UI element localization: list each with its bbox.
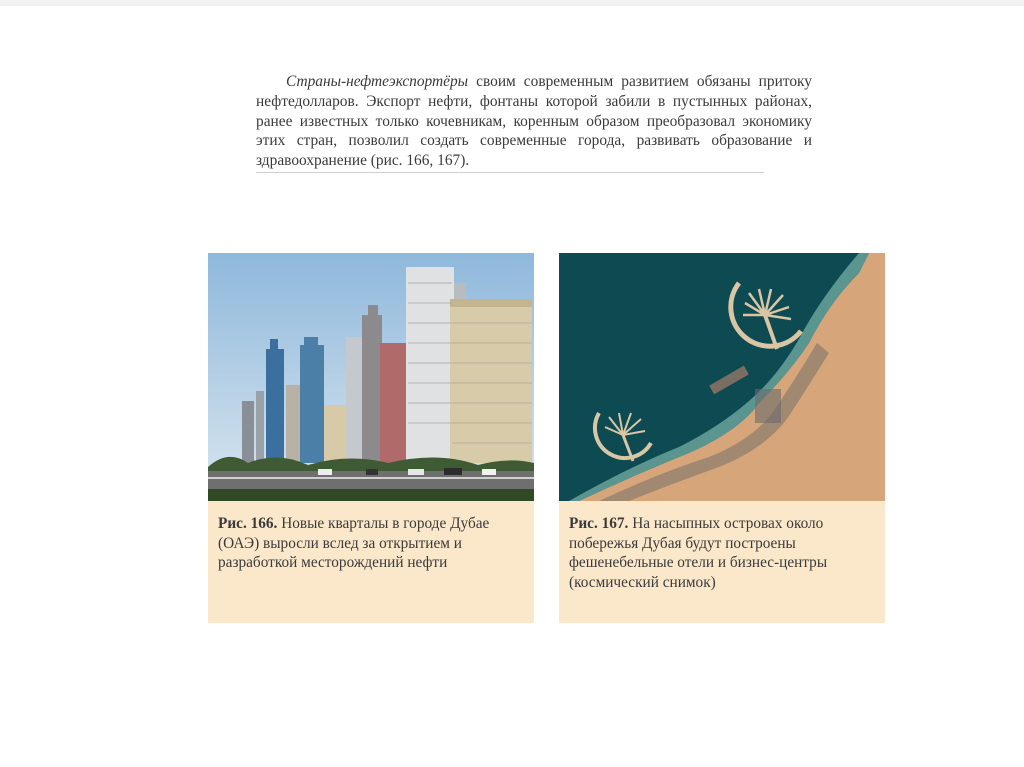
highlighted-term: Страны-нефтеэкспортёры xyxy=(286,73,469,90)
slide-top-edge xyxy=(0,0,1024,6)
figure-167-text: На насыпных островах около побережья Дубая будут построены фешенебельные отели и бизнес-центры (космический снимок) xyxy=(569,515,828,591)
figure-166-text: Новые кварталы в городе Дубае (ОАЭ) выросли вслед за открытием и разработкой месторождений нефти xyxy=(218,515,490,572)
figure-167-caption xyxy=(569,514,875,592)
text-paragraph xyxy=(256,72,812,171)
figure-166-caption xyxy=(218,514,524,573)
paragraph-body: своим современным развитием обязаны притоку нефтедолларов. Экспорт нефти, фонтаны которой забили в пустынных районах, ранее известных только кочевникам, коренным образом преобразовал экономику этих стран, позволил создать современные города, развивать образование и здравоохранение (рис. 166, 167). xyxy=(256,73,812,170)
figure-166-number: Рис. 166. xyxy=(218,515,278,532)
figure-167 xyxy=(559,253,885,623)
dubai-skyline-photo xyxy=(208,253,534,501)
figure-166 xyxy=(208,253,534,623)
paragraph-divider xyxy=(256,172,764,173)
figure-167-number: Рис. 167. xyxy=(569,515,629,532)
palm-islands-satellite-photo xyxy=(559,253,885,501)
